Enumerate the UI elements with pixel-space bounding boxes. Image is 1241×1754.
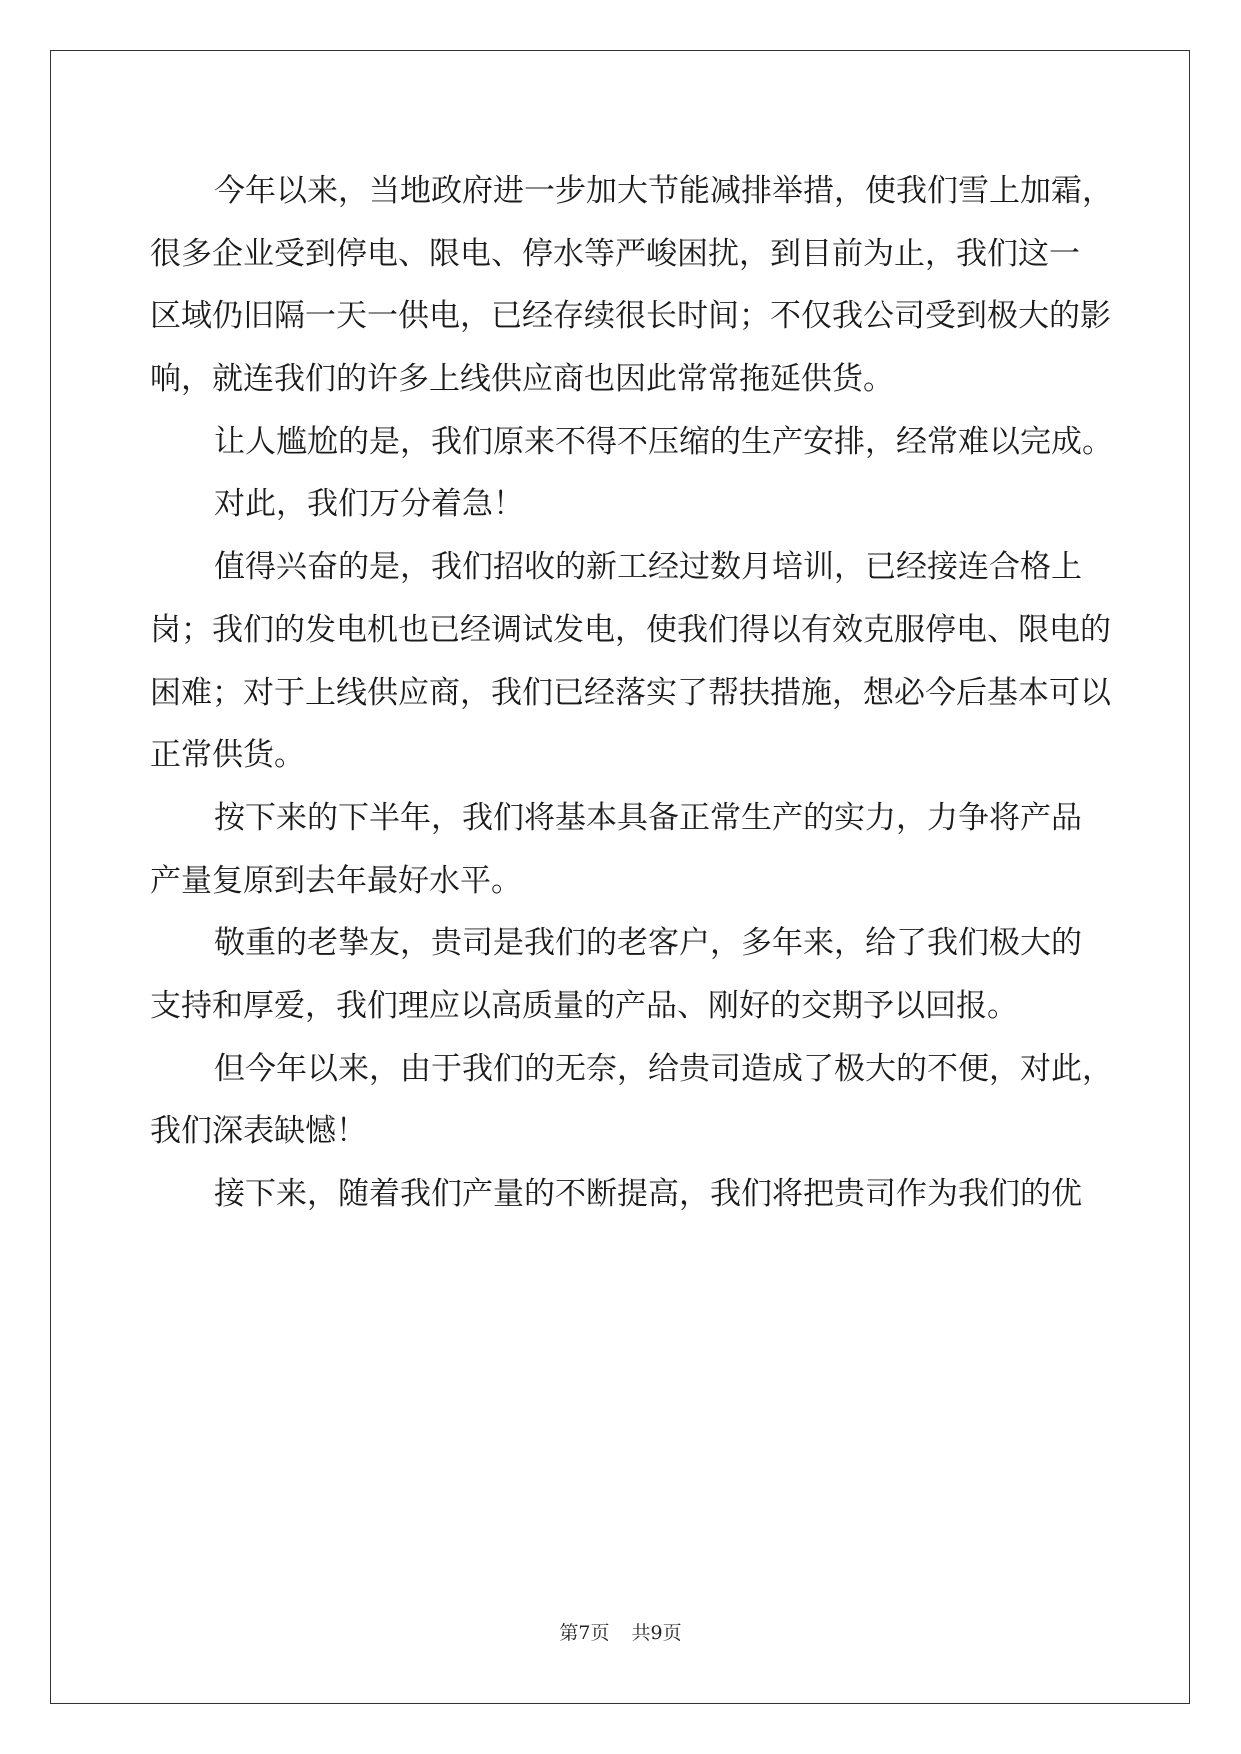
paragraph-line: 产量复原到去年最好水平。 bbox=[150, 862, 522, 899]
paragraph-line: 很多企业受到停电、限电、停水等严峻困扰，到目前为止，我们这一 bbox=[150, 235, 1080, 272]
paragraph-line: 我们深表缺憾！ bbox=[150, 1113, 367, 1150]
page-total: 共9页 bbox=[631, 1622, 682, 1644]
page-footer bbox=[0, 1618, 1241, 1645]
paragraph-line: 让人尴尬的是，我们原来不得不压缩的生产安排，经常难以完成。 bbox=[214, 423, 1113, 460]
paragraph-line: 对此，我们万分着急！ bbox=[214, 486, 524, 523]
paragraph-line: 接下来，随着我们产量的不断提高，我们将把贵司作为我们的优 bbox=[214, 1176, 1082, 1212]
paragraph-line: 今年以来，当地政府进一步加大节能减排举措，使我们雪上加霜， bbox=[214, 173, 1113, 209]
paragraph-line: 困难；对于上线供应商，我们已经落实了帮扶措施，想必今后基本可以 bbox=[150, 674, 1111, 711]
paragraph-line: 支持和厚爱，我们理应以高质量的产品、刚好的交期予以回报。 bbox=[150, 987, 1018, 1024]
paragraph-line: 响，就连我们的许多上线供应商也因此常常拖延供货。 bbox=[150, 361, 894, 398]
paragraph-line: 值得兴奋的是，我们招收的新工经过数月培训，已经接连合格上 bbox=[214, 549, 1082, 586]
paragraph-line: 区域仍旧隔一天一供电，已经存续很长时间；不仅我公司受到极大的影 bbox=[150, 298, 1111, 335]
document-body bbox=[150, 160, 1113, 1226]
paragraph-line: 正常供货。 bbox=[150, 737, 305, 774]
paragraph-line: 按下来的下半年，我们将基本具备正常生产的实力，力争将产品 bbox=[214, 799, 1082, 836]
paragraph-line: 但今年以来，由于我们的无奈，给贵司造成了极大的不便，对此， bbox=[214, 1050, 1113, 1087]
paragraph-line: 敬重的老挚友，贵司是我们的老客户，多年来，给了我们极大的 bbox=[214, 925, 1082, 962]
paragraph-line: 岗；我们的发电机也已经调试发电，使我们得以有效克服停电、限电的 bbox=[150, 611, 1111, 648]
page-number: 第7页 bbox=[559, 1622, 610, 1644]
